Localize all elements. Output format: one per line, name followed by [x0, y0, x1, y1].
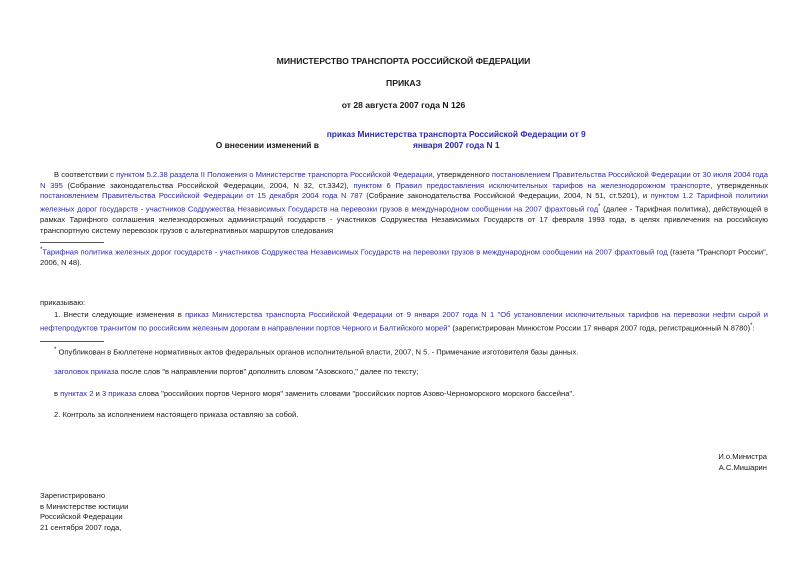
- item-2: 2. Контроль за исполнением настоящего приказа оставляю за собой.: [54, 410, 299, 419]
- item-1-link-title[interactable]: "Об установлении исключительных тарифов на перевозки нефти сырой и нефтепродуктов транзитом по российским железным дорогам в направлении портов Черного и Балтийского морей": [40, 310, 768, 333]
- footnote-1-text: (газета "Транспорт России", 2006, N 48).: [40, 247, 768, 268]
- item-1-paragraph: 1. Внести следующие изменения в приказ Министерства транспорта Российской Федерации от 9 января 2007 года N 1 "Об установлении исключительных тарифов на перевозки нефти сырой и нефтепродуктов транзитом по российским железным дорогам в направлении портов Черного и Балтийского морей" (зарегистрирован Минюстом России 17 января 2007 года, регистрационный N 8780)*:: [40, 310, 768, 333]
- footnote-1-marker: *: [40, 247, 43, 253]
- item-1-text-1: 1. Внести следующие изменения в: [54, 310, 182, 319]
- preamble-link-regulation[interactable]: пунктом 5.2.38 раздела II Положения о Министерстве транспорта Российской Федерации: [116, 170, 433, 179]
- registration-line-2: в Министерстве юстиции: [40, 501, 129, 511]
- preamble-text-1: В соответствии с: [54, 170, 114, 179]
- registration-line-3: Российской Федерации: [40, 512, 123, 522]
- preamble-link-tariff-policy[interactable]: пунктом 1.2 Тарифной политики железных дорог государств - участников Содружества Независимых Государств на перевозки грузов в международном сообщении на 2007 фрахтовый год: [40, 191, 768, 214]
- registration-block: [40, 491, 128, 533]
- preamble-link-rules-p6[interactable]: пунктом 6 Правил предоставления исключительных тарифов на железнодорожном транспорте: [353, 180, 711, 190]
- change-b-text-3: слова "российских портов Черного моря" заменить словами "российских портов Азово-Черноморского морского бассейна".: [138, 389, 575, 398]
- footnote-divider: [40, 242, 104, 243]
- footnote-1-link[interactable]: Тарифная политика железных дорог государств - участников Содружества Независимых Государств на перевозки грузов в международном сообщении на 2007 фрахтовый год: [42, 247, 668, 257]
- change-a-text: после слов "в направлении портов" дополнить словом "Азовского," далее по тексту;: [120, 367, 419, 376]
- registration-line-4: 21 сентября 2007 года,: [40, 522, 122, 532]
- subject-link[interactable]: приказ Министерства транспорта Российской Федерации от 9 января 2007 года N 1: [326, 129, 586, 150]
- preamble-text-2: , утвержденного: [432, 170, 490, 179]
- ministry-title: МИНИСТЕРСТВО ТРАНСПОРТА РОССИЙСКОЙ ФЕДЕРАЦИИ: [276, 56, 531, 66]
- preamble-text-4: , утвержденных: [710, 180, 769, 190]
- footnote-2-text: Опубликован в Бюллетене нормативных актов федеральных органов исполнительной власти, 2007, N 5. - Примечание изготовителя базы данных.: [58, 347, 579, 357]
- item-1-text-2: (зарегистрирован Минюстом России 17 января 2007 года, регистрационный N 8780): [452, 323, 751, 333]
- footnote-2: [54, 345, 578, 358]
- preamble-link-decree-787[interactable]: постановлением Правительства Российской Федерации от 15 декабря 2004 года N 787: [40, 191, 363, 201]
- signature-position: И.о.Министра: [718, 452, 767, 461]
- preamble-text-6: (далее - Тарифная политика), действующей в рамках Тарифного соглашения железнодорожных администраций государств - участников Содружества Независимых Государств от 17 февраля 1993 года, в целях привлечения на российскую транспортную систему перевозок грузов с альтернативных маршрутов следования: [40, 204, 768, 235]
- item-1-link-order[interactable]: приказ Министерства транспорта Российской Федерации от 9 января 2007 года N 1: [185, 310, 495, 319]
- item-1-footnote-marker: *: [750, 322, 753, 329]
- change-b-text-2: и: [95, 389, 100, 398]
- preamble-text-5: (Собрание законодательства Российской Федерации, 2004, N 51, ст.5201), и: [366, 191, 648, 201]
- signature-name: А.С.Мишарин: [718, 463, 767, 472]
- change-b-link-p2[interactable]: пунктах 2: [60, 389, 94, 398]
- change-b-link-p3[interactable]: 3 приказа: [101, 389, 137, 398]
- signature-block: [718, 451, 767, 473]
- order-word: приказываю:: [40, 298, 86, 307]
- footnote-divider-2: [40, 341, 104, 342]
- subject-prefix: О внесении изменений в: [215, 140, 319, 150]
- preamble-link-decree-395[interactable]: постановлением Правительства Российской Федерации от 30 июля 2004 года N 395: [40, 170, 768, 190]
- footnote-2-marker: *: [54, 347, 57, 353]
- change-a: [54, 367, 418, 378]
- document-subject: [0, 129, 807, 151]
- change-b-text-1: в: [54, 389, 59, 398]
- preamble-text-3: (Собрание законодательства Российской Федерации, 2004, N 32, ст.3342),: [67, 180, 349, 190]
- document-type: ПРИКАЗ: [386, 78, 421, 88]
- document-date-number: от 28 августа 2007 года N 126: [341, 100, 466, 110]
- footnote-marker: *: [598, 203, 601, 210]
- registration-line-1: Зарегистрировано: [40, 491, 106, 500]
- change-a-link[interactable]: заголовок приказа: [54, 367, 119, 376]
- preamble-paragraph: [40, 170, 768, 236]
- change-b: [54, 389, 574, 400]
- footnote-1: [40, 245, 768, 269]
